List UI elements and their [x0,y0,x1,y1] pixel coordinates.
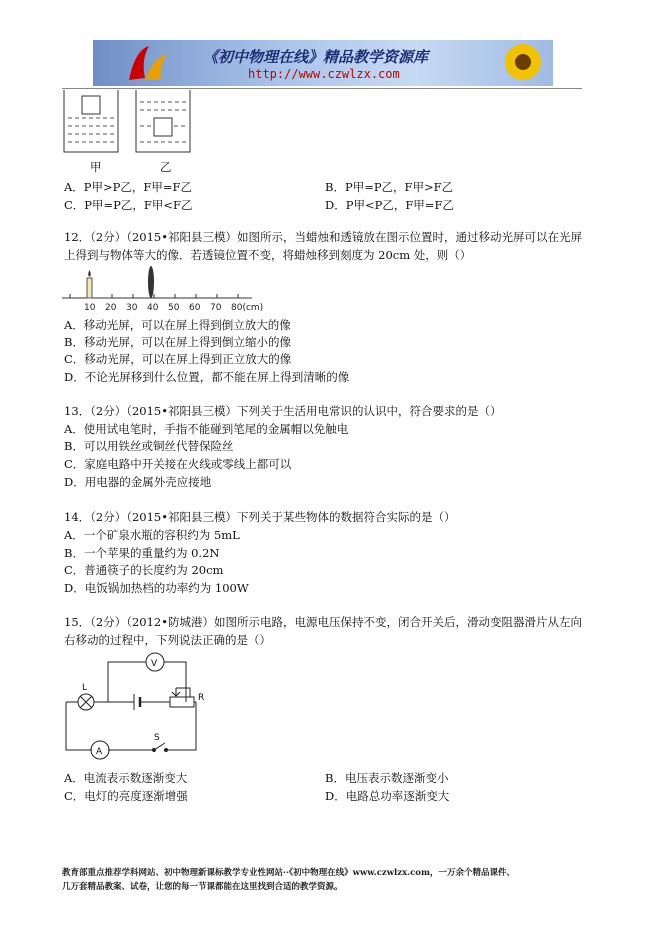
ruler-tick-60: 60 [189,303,201,313]
q15-stem-line2: 右移动的过程中，下列说法正确的是（） [64,633,271,647]
q15-option-d: D．电路总功率逐渐变大 [325,789,450,803]
footer-line1: 教育部重点推荐学科网站、初中物理新课标教学专业性网站··《初中物理在线》www.czwlzx.com，一万余个精品课件、 [62,868,515,878]
ruler-tick-30: 30 [126,303,138,313]
q11-option-d: D．P甲<P乙，F甲=F乙 [325,198,454,212]
ruler-tick-50: 50 [168,303,180,313]
footer-line2: 几万套精品教案、试卷，让您的每一节课都能在这里找到合适的教学资源。 [62,882,343,892]
header-divider [62,88,582,89]
q11-option-c: C．P甲=P乙，F甲<F乙 [64,198,193,212]
q11-option-a: A．P甲>P乙，F甲=F乙 [64,180,193,194]
ruler-tick-80: 80(cm) [231,303,264,313]
q14-stem: 14．（2分）（2015•祁阳县三模）下列关于某些物体的数据符合实际的是（） [64,510,456,524]
q11-option-b: B．P甲=P乙，F甲>F乙 [325,180,454,194]
logo-icon [115,40,185,86]
beaker-b [136,90,190,152]
lens-icon [148,266,154,298]
beaker-b-label: 乙 [160,160,172,174]
page-footer [62,866,602,894]
voltmeter-label: V [151,659,158,669]
rheostat-label: R [198,693,205,703]
q12-stem-line1: 12．（2分）（2015•祁阳县三模）如图所示，当蜡烛和透镜放在图示位置时，通过移动光屏可以在光屏 [64,230,582,244]
q13-option-a: A．使用试电笔时，手指不能碰到笔尾的金属帽以免触电 [64,422,349,436]
optical-bench-figure [62,266,264,313]
q12-option-d: D．不论光屏移到什么位置，都不能在屏上得到清晰的像 [64,370,350,384]
q15-option-b: B．电压表示数逐渐变小 [325,771,449,785]
q14-option-b: B．一个苹果的重量约为 0.2N [64,546,220,560]
ruler-tick-20: 20 [105,303,117,313]
beaker-figure [62,90,202,170]
q12-option-a: A．移动光屏，可以在屏上得到倒立放大的像 [64,318,291,332]
header-banner [93,40,553,86]
beaker-a [64,90,118,152]
header-url[interactable]: http://www.czwlzx.com [248,67,400,81]
circuit-diagram [62,650,212,760]
q13-option-c: C．家庭电路中开关接在火线或零线上都可以 [64,457,292,471]
lamp-label: L [82,683,88,693]
q14-option-a: A．一个矿泉水瓶的容积约为 5mL [64,528,240,542]
ruler-tick-10: 10 [84,303,96,313]
q15-option-a: A．电流表示数逐渐变大 [64,771,188,785]
ammeter-label: A [96,747,103,757]
q14-option-c: C．普通筷子的长度约为 20cm [64,563,224,577]
candle-icon [87,278,92,298]
q15-stem-line1: 15．（2分）（2012•防城港）如图所示电路，电源电压保持不变，闭合开关后，滑动变阻器滑片从左向 [64,615,582,629]
switch-label: S [154,733,160,743]
q12-stem-line2: 上得到与物体等大的像．若透镜位置不变，将蜡烛移到刻度为 20cm 处，则（） [64,248,472,262]
q15-option-c: C．电灯的亮度逐渐增强 [64,789,188,803]
sunflower-icon [491,40,551,86]
beaker-a-label: 甲 [90,160,102,174]
q12-option-c: C．移动光屏，可以在屏上得到正立放大的像 [64,352,292,366]
q13-option-d: D．用电器的金属外壳应接地 [64,475,212,489]
q13-stem: 13．（2分）（2015•祁阳县三模）下列关于生活用电常识的认识中，符合要求的是（） [64,404,502,418]
header-title: 《初中物理在线》精品教学资源库 [203,48,429,66]
q14-option-d: D．电饭锅加热档的功率约为 100W [64,581,249,595]
ruler-tick-70: 70 [210,303,222,313]
q12-option-b: B．移动光屏，可以在屏上得到倒立缩小的像 [64,335,291,349]
ruler-tick-40: 40 [147,303,159,313]
q13-option-b: B．可以用铁丝或铜丝代替保险丝 [64,439,234,453]
